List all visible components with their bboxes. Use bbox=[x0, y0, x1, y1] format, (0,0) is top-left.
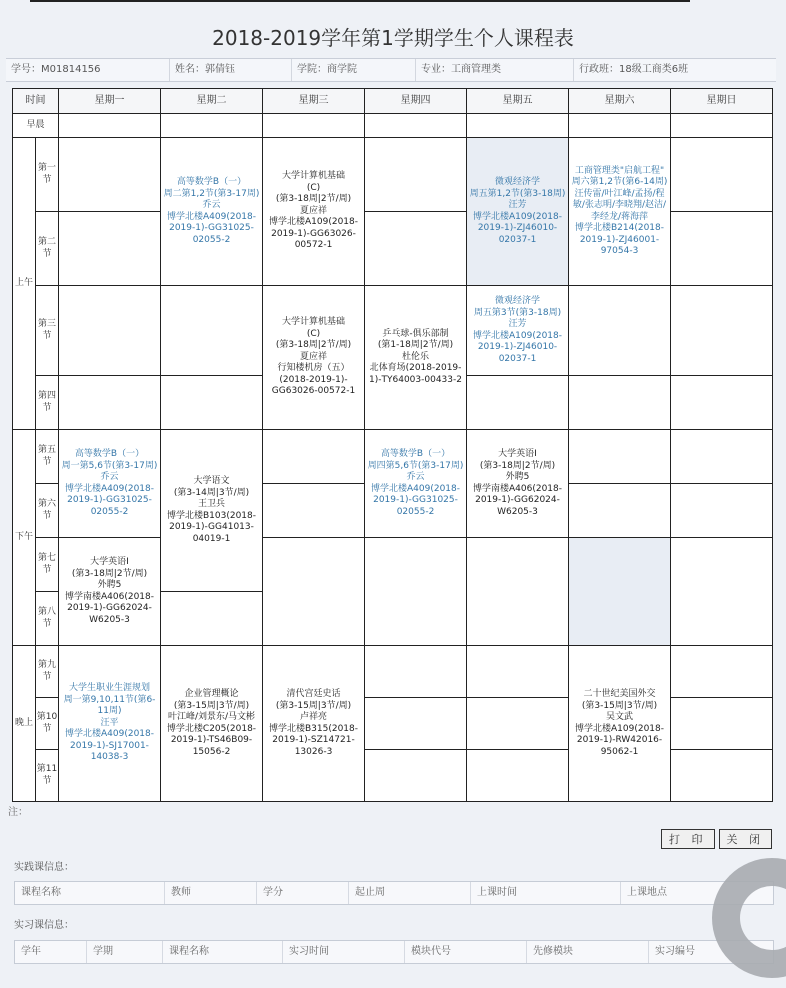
col-time: 时间 bbox=[13, 89, 59, 114]
half-pm: 下午 bbox=[13, 430, 36, 646]
period-8: 第八节 bbox=[36, 592, 59, 646]
student-id: 学号：M01814156 bbox=[6, 59, 170, 81]
course-cell[interactable]: 微观经济学 周五第1,2节(第3-18周) 汪芳 博学北楼A109(2018-2019-1)-ZJ46010-02037-1 bbox=[467, 138, 569, 286]
print-button[interactable]: 打 印 bbox=[661, 829, 715, 849]
course-cell[interactable]: 大学英语Ⅰ (第3-18周|2节/周) 外聘5 博学南楼A406(2018-2019-1)-GG62024-W6205-3 bbox=[467, 430, 569, 538]
course-cell[interactable]: 微观经济学 周五第3节(第3-18周) 汪芳 博学北楼A109(2018-2019-1)-ZJ46010-02037-1 bbox=[467, 286, 569, 376]
period-10: 第10节 bbox=[36, 698, 59, 750]
period-5: 第五节 bbox=[36, 430, 59, 484]
period-row-7 bbox=[13, 538, 773, 592]
timetable bbox=[12, 88, 773, 802]
course-cell[interactable]: 二十世纪美国外交 (第3-15周|3节/周) 吴文武 博学北楼A109(2018-2019-1)-RW42016-95062-1 bbox=[569, 646, 671, 802]
course-cell[interactable]: 大学计算机基础 (C) (第3-18周|2节/周) 夏应祥 博学北楼A109(2018-2019-1)-GG63026-00572-1 bbox=[263, 138, 365, 286]
period-4: 第四节 bbox=[36, 376, 59, 430]
col-tue: 星期二 bbox=[161, 89, 263, 114]
course-cell[interactable]: 企业管理概论 (第3-15周|3节/周) 叶江峰/刘景东/马文彬 博学北楼C205(2018-2019-1)-TS46B09-15056-2 bbox=[161, 646, 263, 802]
course-cell[interactable]: 高等数学B（一） 周一第5,6节(第3-17周) 乔云 博学北楼A409(2018-2019-1)-GG31025-02055-2 bbox=[59, 430, 161, 538]
period-3: 第三节 bbox=[36, 286, 59, 376]
practice-label: 实践课信息： bbox=[14, 862, 74, 873]
period-row-5 bbox=[13, 430, 773, 484]
practice-col-weeks: 起止周 bbox=[349, 882, 471, 904]
close-button[interactable]: 关 闭 bbox=[719, 829, 773, 849]
course-cell[interactable]: 乒乓球-俱乐部制 (第1-18周|2节/周) 杜伦乐 北体育场(2018-2019-1)-TY64003-00433-2 bbox=[365, 286, 467, 430]
student-college: 学院：商学院 bbox=[292, 59, 416, 81]
intern-col-course: 课程名称 bbox=[163, 941, 283, 963]
practice-col-time: 上课时间 bbox=[471, 882, 621, 904]
action-buttons bbox=[661, 829, 772, 849]
course-cell[interactable]: 高等数学B（一） 周二第1,2节(第3-17周) 乔云 博学北楼A409(2018-2019-1)-GG31025-02055-2 bbox=[161, 138, 263, 286]
period-1: 第一节 bbox=[36, 138, 59, 212]
course-cell[interactable]: 大学语文 (第3-14周|3节/周) 王卫兵 博学北楼B103(2018-2019-1)-GG41013-04019-1 bbox=[161, 430, 263, 592]
practice-col-name: 课程名称 bbox=[15, 882, 165, 904]
note-label: 注： bbox=[8, 807, 28, 818]
col-sat: 星期六 bbox=[569, 89, 671, 114]
practice-header bbox=[14, 881, 774, 905]
student-name: 姓名：郭倩钰 bbox=[170, 59, 292, 81]
page-title: 2018-2019学年第1学期学生个人课程表 bbox=[212, 26, 574, 50]
course-cell[interactable]: 大学生职业生涯规划 周一第9,10,11节(第6-11周) 汪平 博学北楼A409(2018-2019-1)-SJ17001-14038-3 bbox=[59, 646, 161, 802]
intern-col-module: 模块代号 bbox=[405, 941, 527, 963]
col-fri: 星期五 bbox=[467, 89, 569, 114]
period-6: 第六节 bbox=[36, 484, 59, 538]
course-cell[interactable]: 大学英语Ⅰ (第3-18周|2节/周) 外聘5 博学南楼A406(2018-2019-1)-GG62024-W6205-3 bbox=[59, 538, 161, 646]
top-rule bbox=[30, 0, 690, 2]
period-row-9 bbox=[13, 646, 773, 698]
header-row bbox=[13, 89, 773, 114]
period-2: 第二节 bbox=[36, 212, 59, 286]
period-7: 第七节 bbox=[36, 538, 59, 592]
period-row-3 bbox=[13, 286, 773, 376]
intern-col-term: 学期 bbox=[87, 941, 163, 963]
practice-col-credit: 学分 bbox=[257, 882, 349, 904]
internship-label: 实习课信息： bbox=[14, 920, 74, 931]
intern-col-prereq: 先修模块 bbox=[527, 941, 649, 963]
period-row-1 bbox=[13, 138, 773, 212]
course-cell[interactable]: 工商管理类"启航工程" 周六第1,2节(第6-14周) 汪传雷/叶江峰/孟扬/程敏/张志明/李晓翔/赵洁/李经龙/蒋海萍 博学北楼B214(2018-2019-1)-ZJ46001-97054-3 bbox=[569, 138, 671, 286]
col-thu: 星期四 bbox=[365, 89, 467, 114]
period-9: 第九节 bbox=[36, 646, 59, 698]
col-sun: 星期日 bbox=[671, 89, 773, 114]
half-am: 上午 bbox=[13, 138, 36, 430]
course-cell[interactable]: 清代宫廷史话 (第3-15周|3节/周) 卢祥亮 博学北楼B315(2018-2019-1)-SZ14721-13026-3 bbox=[263, 646, 365, 802]
intern-col-time: 实习时间 bbox=[283, 941, 405, 963]
intern-col-year: 学年 bbox=[15, 941, 87, 963]
student-class: 行政班：18级工商类6班 bbox=[579, 64, 689, 75]
course-cell[interactable]: 高等数学B（一） 周四第5,6节(第3-17周) 乔云 博学北楼A409(2018-2019-1)-GG31025-02055-2 bbox=[365, 430, 467, 538]
student-info-bar bbox=[6, 58, 776, 82]
col-mon: 星期一 bbox=[59, 89, 161, 114]
intern-col-id: 实习编号 bbox=[655, 946, 695, 957]
internship-header bbox=[14, 940, 774, 964]
early-row bbox=[13, 114, 773, 138]
half-eve: 晚上 bbox=[13, 646, 36, 802]
period-11: 第11节 bbox=[36, 750, 59, 802]
col-wed: 星期三 bbox=[263, 89, 365, 114]
practice-col-teacher: 教师 bbox=[165, 882, 257, 904]
early-label: 早晨 bbox=[13, 114, 59, 138]
practice-col-place: 上课地点 bbox=[627, 887, 667, 898]
course-cell[interactable]: 大学计算机基础 (C) (第3-18周|2节/周) 夏应祥 行知楼机房（五）(2018-2019-1)-GG63026-00572-1 bbox=[263, 286, 365, 430]
student-major: 专业：工商管理类 bbox=[416, 59, 574, 81]
